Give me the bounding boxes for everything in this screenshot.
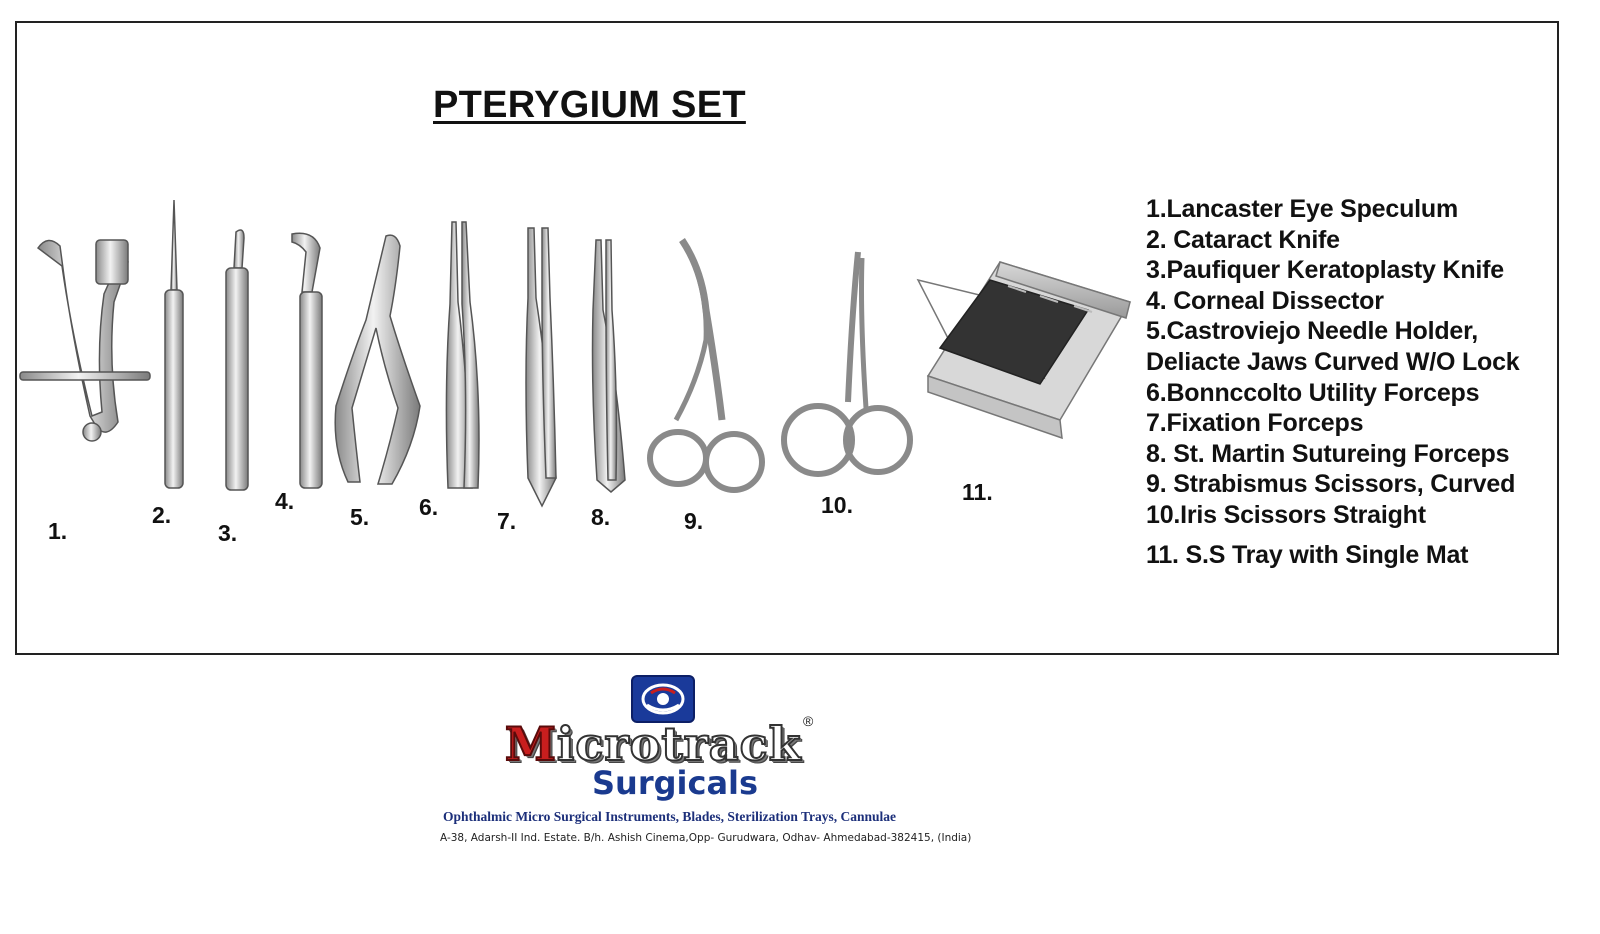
brand-division: Surgicals bbox=[592, 764, 759, 802]
instrument-number: 7. bbox=[497, 508, 517, 534]
instrument-number: 5. bbox=[350, 504, 370, 530]
legend-item: 8. St. Martin Sutureing Forceps bbox=[1146, 439, 1510, 468]
strabismus-scissors-icon bbox=[650, 240, 762, 490]
brand-rest: icrotrack bbox=[556, 717, 802, 771]
company-address: A-38, Adarsh-II Ind. Estate. B/h. Ashish Cinema,Opp- Gurudwara, Odhav- Ahmedabad-382415, (India) bbox=[440, 832, 972, 844]
iris-scissors-icon bbox=[784, 252, 910, 474]
eye-logo-icon bbox=[631, 675, 695, 723]
instrument-number: 2. bbox=[152, 502, 172, 528]
instrument-number: 3. bbox=[218, 520, 238, 546]
legend-item: 9. Strabismus Scissors, Curved bbox=[1146, 470, 1516, 499]
legend-item: Deliacte Jaws Curved W/O Lock bbox=[1146, 347, 1520, 376]
instrument-number: 9. bbox=[684, 508, 704, 534]
instrument-number: 8. bbox=[591, 504, 611, 530]
instrument-number: 11. bbox=[962, 479, 993, 505]
legend-item: 7.Fixation Forceps bbox=[1146, 409, 1364, 438]
fixation-forceps-icon bbox=[526, 228, 556, 506]
utility-forceps-icon bbox=[446, 222, 479, 488]
legend-item: 10.Iris Scissors Straight bbox=[1146, 500, 1426, 529]
brand-tagline: Ophthalmic Micro Surgical Instruments, Blades, Sterilization Trays, Cannulae bbox=[443, 809, 897, 824]
registered-mark: ® bbox=[803, 713, 814, 729]
sterilization-tray-icon bbox=[918, 262, 1130, 438]
brand-initial: M bbox=[505, 717, 557, 771]
instrument-number: 4. bbox=[275, 488, 295, 514]
brand-name bbox=[505, 717, 802, 771]
legend-item: 11. S.S Tray with Single Mat bbox=[1146, 540, 1469, 569]
cataract-knife-icon bbox=[165, 200, 183, 488]
instrument-number: 6. bbox=[419, 494, 439, 520]
keratoplasty-knife-icon bbox=[226, 230, 248, 490]
instrument-number: 10. bbox=[821, 492, 853, 518]
page-title: PTERYGIUM SET bbox=[433, 84, 746, 126]
needle-holder-icon bbox=[335, 235, 420, 484]
legend-item: 6.Bonnccolto Utility Forceps bbox=[1146, 378, 1480, 407]
suturing-forceps-icon bbox=[593, 240, 626, 492]
corneal-dissector-icon bbox=[292, 233, 322, 488]
legend-item: 2. Cataract Knife bbox=[1146, 225, 1340, 254]
eye-speculum-icon bbox=[20, 240, 150, 441]
legend-item: 4. Corneal Dissector bbox=[1146, 286, 1384, 315]
instrument-legend bbox=[1146, 194, 1556, 570]
instrument-number: 1. bbox=[48, 518, 68, 544]
legend-item: 3.Paufiquer Keratoplasty Knife bbox=[1146, 256, 1504, 285]
legend-item: 5.Castroviejo Needle Holder, bbox=[1146, 317, 1479, 346]
company-logo bbox=[505, 673, 815, 773]
legend-item: 1.Lancaster Eye Speculum bbox=[1146, 195, 1459, 223]
